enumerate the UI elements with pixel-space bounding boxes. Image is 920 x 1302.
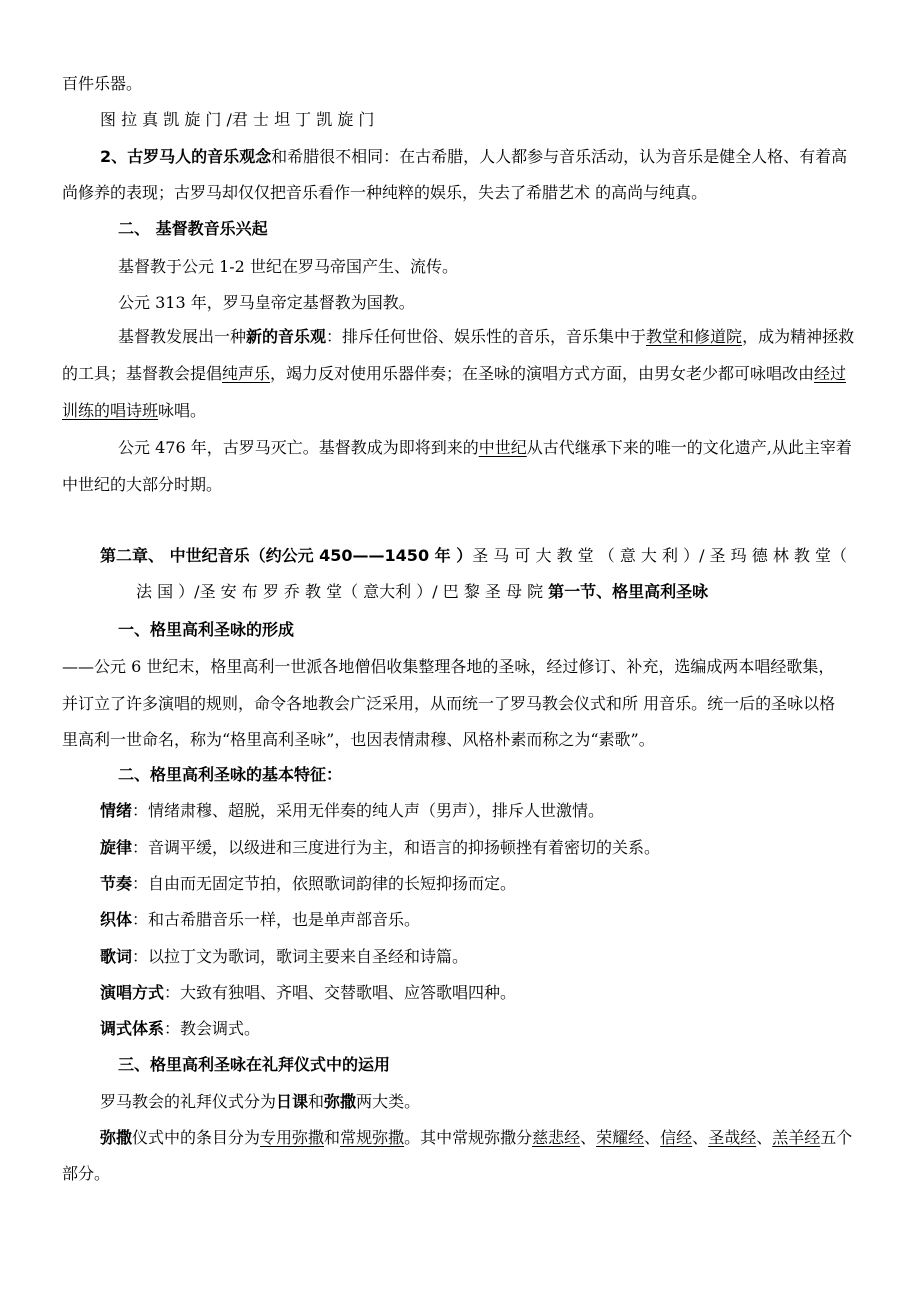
underlined-term: 圣哉经 (708, 1128, 757, 1147)
paragraph-line: 的工具；基督教会提倡纯声乐，竭力反对使用乐器伴奏；在圣咏的演唱方式方面，由男女老少都可咏唱改由经过 (62, 364, 847, 383)
feature-item: 旋律：音调平缓，以级进和三度进行为主，和语言的抑扬顿挫有着密切的关系。 (100, 838, 661, 857)
underlined-term: 教堂和修道院 (646, 327, 743, 346)
bold-term: 日课 (276, 1092, 309, 1111)
feature-key: 情绪 (100, 801, 133, 820)
underlined-term: 中世纪 (478, 438, 527, 457)
feature-key: 调式体系 (100, 1019, 165, 1038)
paragraph-line: 并订立了许多演唱的规则，命令各地教会广泛采用，从而统一了罗马教会仪式和所 用音乐。统一后的圣咏以格 (62, 694, 836, 713)
text-line: 基督教于公元 1-2 世纪在罗马帝国产生、流传。 (118, 257, 458, 276)
feature-key: 节奏 (100, 874, 133, 893)
feature-key: 织体 (100, 910, 133, 929)
paragraph-line: 公元 476 年，古罗马灭亡。基督教成为即将到来的中世纪从古代继承下来的唯一的文化遗产,从此主宰着 (118, 438, 852, 457)
feature-item: 情绪：情绪肃穆、超脱，采用无伴奏的纯人声（男声），排斥人世激情。 (100, 801, 605, 820)
paragraph-line: 里高利一世命名，称为“格里高利圣咏”，也因表情肃穆、风格朴素而称之为“素歌”。 (62, 730, 655, 749)
underlined-term: 训练的唱诗班 (62, 401, 159, 420)
section-title: 第一节、格里高利圣咏 (548, 582, 709, 601)
paragraph-line: 尚修养的表现；古罗马却仅仅把音乐看作一种纯粹的娱乐，失去了希腊艺术 的高尚与纯真。 (62, 183, 708, 202)
section-heading: 一、格里高利圣咏的形成 (118, 620, 295, 639)
text-line: 公元 313 年，罗马皇帝定基督教为国教。 (118, 293, 415, 312)
underlined-term: 常规弥撒 (340, 1128, 405, 1147)
text-line: 百件乐器。 (62, 74, 143, 93)
feature-key: 旋律 (100, 838, 133, 857)
paragraph-line: 中世纪的大部分时期。 (62, 475, 223, 494)
feature-key: 歌词 (100, 947, 133, 966)
bold-term: 弥撒 (324, 1092, 357, 1111)
feature-item: 歌词：以拉丁文为歌词，歌词主要来自圣经和诗篇。 (100, 947, 469, 966)
underlined-term: 专用弥撒 (260, 1128, 325, 1147)
section-heading: 二、 基督教音乐兴起 (118, 219, 268, 238)
paragraph-line: 2、古罗马人的音乐观念和希腊很不相同：在古希腊，人人都参与音乐活动，认为音乐是健全人格、有着高 (100, 147, 848, 166)
paragraph-line: ——公元 6 世纪末，格里高利一世派各地僧侣收集整理各地的圣咏，经过修订、补充，选编成两本唱经歌集， (62, 657, 835, 676)
paragraph-line: 弥撒仪式中的条目分为专用弥撒和常规弥撒。其中常规弥撒分慈悲经、荣耀经、信经、圣哉经、羔羊经五个 (100, 1128, 853, 1147)
underlined-term: 信经 (660, 1128, 693, 1147)
feature-key: 演唱方式 (100, 983, 165, 1002)
feature-item: 节奏：自由而无固定节拍，依照歌词韵律的长短抑扬而定。 (100, 874, 517, 893)
underlined-term: 羔羊经 (772, 1128, 821, 1147)
section-heading: 三、格里高利圣咏在礼拜仪式中的运用 (118, 1055, 391, 1074)
section-heading: 二、格里高利圣咏的基本特征： (118, 765, 343, 784)
feature-item: 调式体系：教会调式。 (100, 1019, 261, 1038)
chapter-heading: 法 国 ）/圣 安 布 罗 乔 教 堂（ 意大利 ）/ 巴 黎 圣 母 院 第一节、格里高利圣咏 (136, 582, 709, 601)
chapter-heading: 第二章、 中世纪音乐（约公元 450——1450 年 ）圣 马 可 大 教 堂 （ 意 大 利 ）/ 圣 玛 德 林 教 堂（ (100, 546, 847, 565)
underlined-term: 经过 (814, 364, 847, 383)
bold-term: 弥撒 (100, 1128, 133, 1147)
text-line: 图 拉 真 凯 旋 门 /君 士 坦 丁 凯 旋 门 (100, 110, 375, 129)
paragraph-line: 部分。 (62, 1164, 111, 1183)
feature-item: 演唱方式：大致有独唱、齐唱、交替歌唱、应答歌唱四种。 (100, 983, 517, 1002)
underlined-term: 纯声乐 (222, 364, 271, 383)
underlined-term: 荣耀经 (596, 1128, 645, 1147)
paragraph-line: 训练的唱诗班咏唱。 (62, 401, 207, 420)
feature-item: 织体：和古希腊音乐一样，也是单声部音乐。 (100, 910, 421, 929)
paragraph-line: 基督教发展出一种新的音乐观：排斥任何世俗、娱乐性的音乐，音乐集中于教堂和修道院，成为精神拯救 (118, 327, 855, 346)
paragraph-line: 罗马教会的礼拜仪式分为日课和弥撒两大类。 (100, 1092, 421, 1111)
underlined-term: 慈悲经 (532, 1128, 581, 1147)
bold-term: 新的音乐观 (246, 327, 327, 346)
bold-term: 音乐观念 (207, 147, 272, 166)
